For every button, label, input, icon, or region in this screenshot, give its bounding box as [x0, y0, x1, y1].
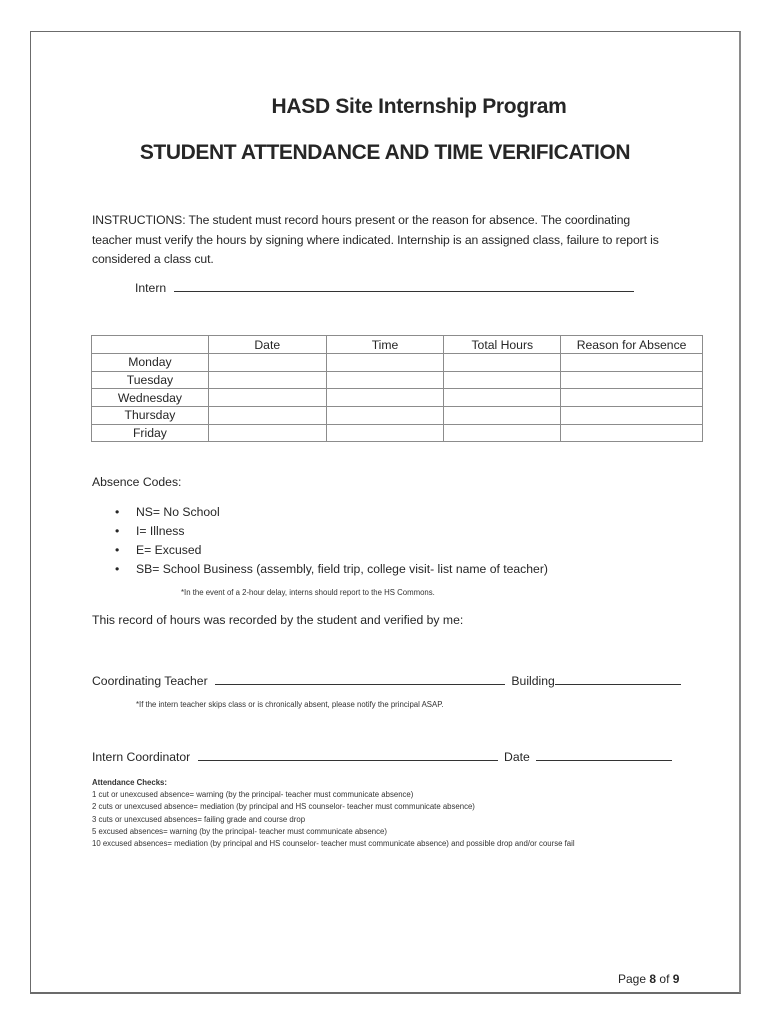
- bullet-icon: •: [115, 505, 120, 519]
- program-title: HASD Site Internship Program: [271, 95, 567, 118]
- absence-codes-list: [92, 503, 548, 579]
- reason-cell[interactable]: [561, 407, 703, 425]
- intern-label: Intern: [135, 281, 167, 295]
- table-row: [92, 424, 703, 442]
- absence-code-text: I= Illness: [136, 524, 185, 538]
- list-item: [92, 503, 548, 522]
- of-word: of: [659, 972, 670, 986]
- date-label: Date: [504, 750, 530, 764]
- day-cell: Friday: [92, 424, 209, 442]
- attendance-table: [91, 335, 703, 442]
- list-item: 5 excused absences= warning (by the principal- teacher must communicate absence): [92, 826, 387, 836]
- list-item: 2 cuts or unexcused absence= mediation (by principal and HS counselor- teacher must communicate absence): [92, 802, 475, 812]
- delay-note: *In the event of a 2-hour delay, interns should report to the HS Commons.: [181, 588, 435, 597]
- reason-cell[interactable]: [561, 424, 703, 442]
- building-line[interactable]: [555, 672, 681, 685]
- attendance-checks: [92, 777, 575, 850]
- column-header-total-hours: Total Hours: [444, 336, 561, 354]
- page-number: [618, 972, 679, 986]
- list-item: 1 cut or unexcused absence= warning (by the principal- teacher must communicate absence): [92, 790, 414, 800]
- coordinating-teacher-label: Coordinating Teacher: [92, 674, 208, 688]
- day-cell: Wednesday: [92, 389, 209, 407]
- teacher-absence-note: *If the intern teacher skips class or is chronically absent, please notify the principal ASAP.: [136, 700, 444, 709]
- list-item: 3 cuts or unexcused absences= failing grade and course drop: [92, 814, 306, 824]
- time-cell[interactable]: [326, 407, 444, 425]
- bullet-icon: •: [115, 543, 120, 557]
- total-pages: 9: [672, 972, 680, 986]
- total-hours-cell[interactable]: [444, 407, 561, 425]
- list-item: 10 excused absences= mediation (by principal and HS counselor- teacher must communicate absence) and possible drop and/or course fail: [92, 839, 575, 849]
- reason-cell[interactable]: [561, 389, 703, 407]
- time-cell[interactable]: [326, 371, 444, 389]
- table-row: [92, 389, 703, 407]
- time-cell[interactable]: [326, 354, 444, 372]
- reason-cell[interactable]: [561, 354, 703, 372]
- time-cell[interactable]: [326, 424, 444, 442]
- total-hours-cell[interactable]: [444, 371, 561, 389]
- time-cell[interactable]: [326, 389, 444, 407]
- absence-codes-heading: Absence Codes:: [92, 475, 182, 489]
- intern-coordinator-label: Intern Coordinator: [92, 750, 191, 764]
- absence-code-text: SB= School Business (assembly, field trip, college visit- list name of teacher): [136, 562, 548, 576]
- table-row: [92, 354, 703, 372]
- absence-code-text: E= Excused: [136, 543, 202, 557]
- form-title: STUDENT ATTENDANCE AND TIME VERIFICATION: [139, 141, 631, 164]
- day-cell: Thursday: [92, 407, 209, 425]
- page-word: Page: [618, 972, 647, 986]
- bullet-icon: •: [115, 562, 120, 576]
- building-label: Building: [511, 674, 555, 688]
- total-hours-cell[interactable]: [444, 424, 561, 442]
- total-hours-cell[interactable]: [444, 389, 561, 407]
- intern-signature-line[interactable]: [174, 279, 634, 292]
- list-item: [92, 560, 548, 579]
- column-header-reason: Reason for Absence: [561, 336, 703, 354]
- intern-coordinator-field: [92, 748, 672, 764]
- table-row: [92, 371, 703, 389]
- column-header-time: Time: [326, 336, 444, 354]
- date-cell[interactable]: [208, 407, 326, 425]
- table-row: [92, 407, 703, 425]
- bullet-icon: •: [115, 524, 120, 538]
- coordinating-teacher-signature-line[interactable]: [215, 672, 505, 685]
- attendance-checks-heading: Attendance Checks:: [92, 778, 167, 787]
- absence-code-text: NS= No School: [136, 505, 220, 519]
- date-cell[interactable]: [208, 389, 326, 407]
- day-cell: Tuesday: [92, 371, 209, 389]
- date-line[interactable]: [536, 748, 672, 761]
- day-cell: Monday: [92, 354, 209, 372]
- total-hours-cell[interactable]: [444, 354, 561, 372]
- list-item: [92, 522, 548, 541]
- list-item: [92, 541, 548, 560]
- coordinating-teacher-field: [92, 672, 681, 688]
- date-cell[interactable]: [208, 371, 326, 389]
- verification-statement: This record of hours was recorded by the student and verified by me:: [92, 613, 464, 627]
- date-cell[interactable]: [208, 354, 326, 372]
- table-header-row: [92, 336, 703, 354]
- reason-cell[interactable]: [561, 371, 703, 389]
- date-cell[interactable]: [208, 424, 326, 442]
- current-page: 8: [649, 972, 657, 986]
- column-header-day: [92, 336, 209, 354]
- intern-coordinator-signature-line[interactable]: [198, 748, 498, 761]
- column-header-date: Date: [208, 336, 326, 354]
- intern-field: [135, 279, 634, 295]
- instructions-text: INSTRUCTIONS: The student must record hours present or the reason for absence. The coordinating teacher must verify the hours by signing where indicated. Internship is an assigned class, failure to report is considered a class cut.: [92, 213, 659, 266]
